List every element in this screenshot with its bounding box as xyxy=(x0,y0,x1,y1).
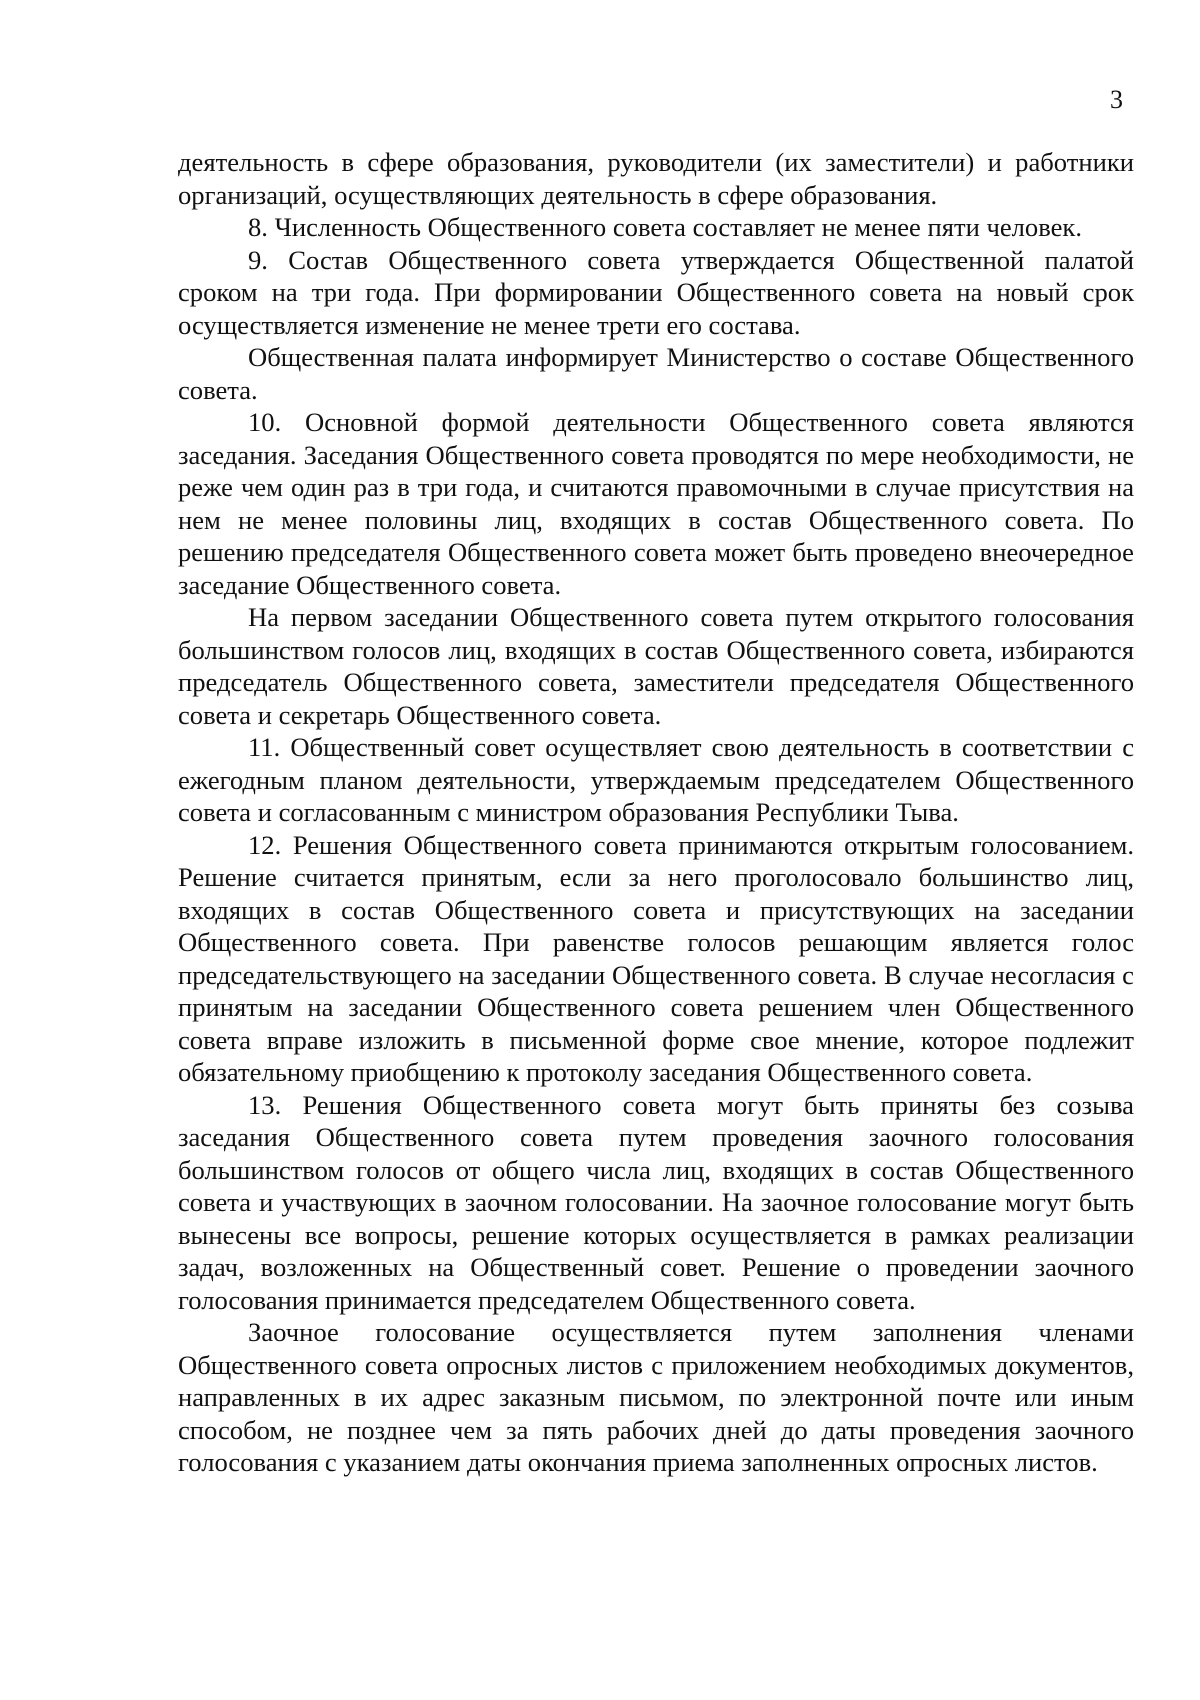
paragraph-item-10: 10. Основной формой деятельности Общественного совета являются заседания. Заседания Общественного совета проводятся по мере необходимости, не реже чем один раз в три года, и считаются правомочными в случае присутствия на нем не менее половины лиц, входящих в состав Общественного совета. По решению председателя Общественного совета может быть проведено внеочередное заседание Общественного совета. xyxy=(178,407,1134,600)
page-number: 3 xyxy=(1110,85,1123,114)
paragraph-item-11: 11. Общественный совет осуществляет свою деятельность в соответствии с ежегодным планом деятельности, утверждаемым председателем Общественного совета и согласованным с министром образования Республики Тыва. xyxy=(178,732,1134,827)
paragraph: Общественная палата информирует Министерство о составе Общественного совета. xyxy=(178,342,1134,405)
paragraph-item-9: 9. Состав Общественного совета утверждается Общественной палатой сроком на три года. При формировании Общественного совета на новый срок осуществляется изменение не менее трети его состава. xyxy=(178,244,1134,340)
paragraph: деятельность в сфере образования, руководители (их заместители) и работники организаций, осуществляющих деятельность в сфере образования. xyxy=(178,147,1134,210)
paragraph-item-13: 13. Решения Общественного совета могут быть приняты без созыва заседания Общественного совета путем проведения заочного голосования большинством голосов от общего числа лиц, входящих в состав Общественного совета и участвующих в заочном голосовании. На заочное голосование могут быть вынесены все вопросы, решение которых осуществляется в рамках реализации задач, возложенных на Общественный совет. Решение о проведении заочного голосования принимается председателем Общественного совета. xyxy=(178,1089,1134,1315)
document-body xyxy=(178,146,1134,1479)
paragraph-item-8: 8. Численность Общественного совета составляет не менее пяти человек. xyxy=(248,212,1082,242)
paragraph: Заочное голосование осуществляется путем заполнения членами Общественного совета опросных листов с приложением необходимых документов, направленных в их адрес заказным письмом, по электронной почте или иным способом, не позднее чем за пять рабочих дней до даты проведения заочного голосования с указанием даты окончания приема заполненных опросных листов. xyxy=(178,1317,1134,1477)
paragraph: На первом заседании Общественного совета путем открытого голосования большинством голосов лиц, входящих в состав Общественного совета, избираются председатель Общественного совета, заместители председателя Общественного совета и секретарь Общественного совета. xyxy=(178,602,1134,730)
paragraph-item-12: 12. Решения Общественного совета принимаются открытым голосованием. Решение считается принятым, если за него проголосовало большинство лиц, входящих в состав Общественного совета и присутствующих на заседании Общественного совета. При равенстве голосов решающим является голос председательствующего на заседании Общественного совета. В случае несогласия с принятым на заседании Общественного совета решением член Общественного совета вправе изложить в письменной форме свое мнение, которое подлежит обязательному приобщению к протоколу заседания Общественного совета. xyxy=(178,829,1134,1087)
